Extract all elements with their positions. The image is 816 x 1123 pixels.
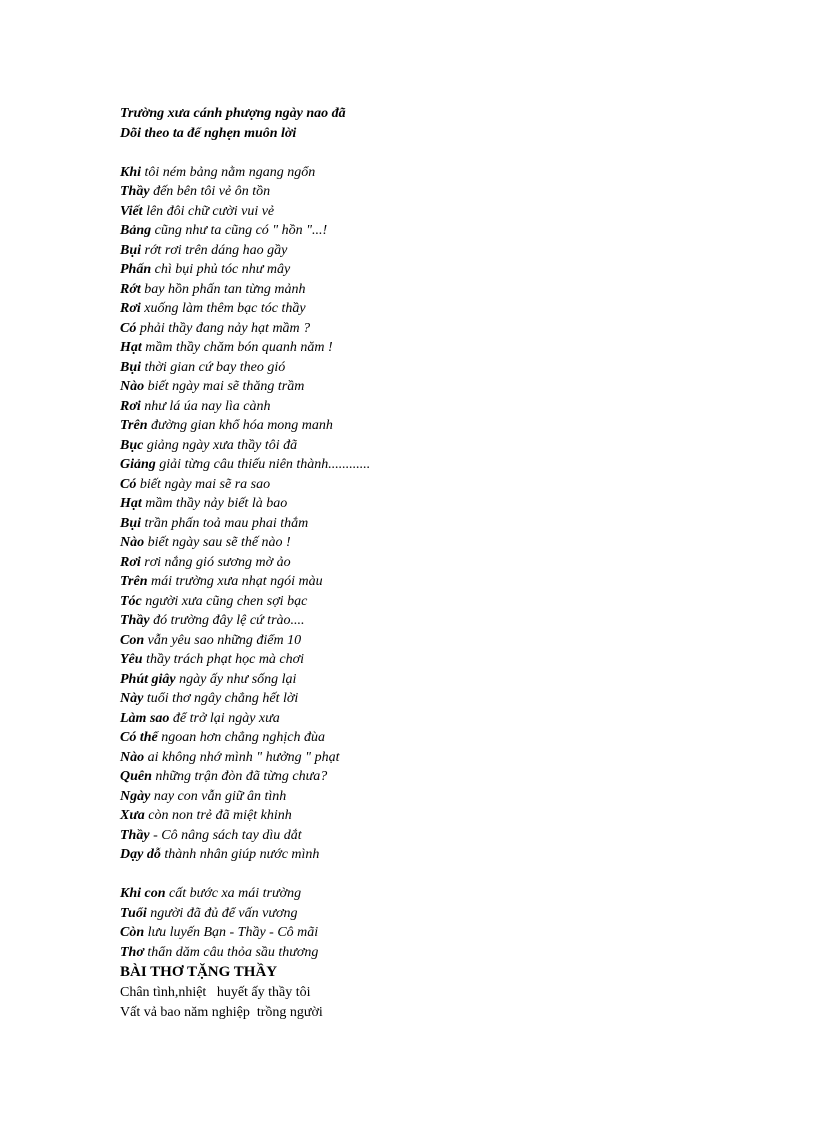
- poem-line-lead-word: Con: [120, 632, 145, 648]
- poem-line-text: vẫn yêu sao những điểm 10: [144, 632, 302, 648]
- stanza-gap: [120, 865, 720, 885]
- poem-line: [120, 631, 720, 651]
- poem-line: [120, 416, 720, 436]
- poem-line: [120, 904, 720, 924]
- poem-line: [120, 319, 720, 339]
- poem-line: [120, 650, 720, 670]
- poem-line: [120, 728, 720, 748]
- poem-line-lead-word: Có: [120, 476, 137, 492]
- poem-line-text: đến bên tôi vẻ ôn tồn: [149, 184, 271, 199]
- poem-line: [120, 592, 720, 612]
- poem-line-lead-word: Có: [120, 320, 137, 336]
- poem-line: [120, 748, 720, 768]
- poem-line-text: cũng như ta cũng có " hồn "...!: [151, 223, 328, 238]
- poem-line: [120, 221, 720, 241]
- poem-line: [120, 533, 720, 553]
- poem-line-text: mái trường xưa nhạt ngói màu: [147, 574, 323, 589]
- poem-line-text: ngoan hơn chẳng nghịch đùa: [157, 730, 326, 745]
- poem-line-text: đường gian khổ hóa mong manh: [147, 418, 333, 433]
- poem-line-text: để trở lại ngày xưa: [169, 710, 280, 726]
- poem-line-lead-word: Phút giây: [120, 671, 176, 687]
- intro-line: Dõi theo ta để nghẹn muôn lời: [120, 125, 297, 141]
- poem-line-lead-word: Bụi: [120, 359, 142, 375]
- poem-line-lead-word: Bụi: [120, 515, 142, 531]
- poem-line-text: còn non trẻ đã miệt khinh: [144, 808, 292, 823]
- poem-line-text: chì bụi phủ tóc như mây: [151, 262, 291, 277]
- poem-line: [120, 845, 720, 865]
- poem-line: [120, 397, 720, 417]
- poem-line: [120, 611, 720, 631]
- poem-line: [120, 806, 720, 826]
- poem-line-lead-word: Thơ: [120, 944, 144, 960]
- poem-line-lead-word: Rơi: [120, 554, 141, 570]
- section-line: Chân tình,nhiệt huyết ấy thầy tôi: [120, 985, 311, 1000]
- poem-line-lead-word: Hạt: [120, 340, 142, 355]
- poem-line: [120, 826, 720, 846]
- poem-line-text: như lá úa nay lìa cành: [140, 398, 271, 414]
- poem-line: [120, 787, 720, 807]
- poem-line-lead-word: Yêu: [120, 652, 143, 667]
- poem-line-text: biết ngày mai sẽ thăng trầm: [144, 379, 305, 394]
- poem-line: [120, 436, 720, 456]
- poem-line: [120, 338, 720, 358]
- poem-line: [120, 202, 720, 222]
- poem-line: [120, 358, 720, 378]
- poem-line-lead-word: Nào: [120, 535, 145, 550]
- poem-line-lead-word: Khi: [120, 164, 142, 180]
- section-line: Vất vả bao năm nghiệp trồng người: [120, 1004, 323, 1020]
- poem-line: [120, 689, 720, 709]
- poem-line-lead-word: Bụi: [120, 242, 142, 258]
- poem-line: [120, 475, 720, 495]
- poem-line-lead-word: Nào: [120, 379, 145, 394]
- poem-line-text: thẩn dăm câu thỏa sầu thương: [143, 944, 319, 960]
- poem-line-text: người xưa cũng chen sợi bạc: [141, 593, 308, 609]
- poem-line-text: giải từng câu thiếu niên thành............: [155, 457, 371, 472]
- poem-line-lead-word: Viết: [120, 203, 143, 219]
- poem-line-text: biết ngày mai sẽ ra sao: [136, 476, 271, 492]
- poem-line-text: phải thầy đang nảy hạt mầm ?: [136, 320, 311, 336]
- poem-line-text: người đã đủ để vấn vương: [146, 905, 298, 921]
- poem-line-lead-word: Hạt: [120, 496, 142, 511]
- poem-line: [120, 494, 720, 514]
- poem-line: [120, 241, 720, 261]
- poem-line-text: rơi nắng gió sương mờ ảo: [140, 554, 291, 570]
- poem-line-lead-word: Thầy: [120, 184, 150, 199]
- poem-line-lead-word: Khi con: [120, 886, 166, 901]
- poem-line-lead-word: Ngày: [120, 788, 151, 804]
- poem-line: [120, 923, 720, 943]
- poem-line: [120, 377, 720, 397]
- poem-line-text: ai không nhớ mình " hưởng " phạt: [144, 749, 340, 765]
- poem-line-text: đó trường đây lệ cứ trào....: [149, 613, 305, 628]
- poem-line-lead-word: Này: [120, 691, 144, 706]
- poem-line-text: bay hồn phấn tan từng mảnh: [140, 281, 306, 297]
- poem-line-text: rớt rơi trên dáng hao gầy: [141, 242, 288, 258]
- poem-line-lead-word: Trên: [120, 574, 148, 589]
- poem-line-lead-word: Quên: [120, 769, 152, 784]
- poem-line-text: trần phấn toả mau phai thắm: [141, 515, 309, 531]
- poem-line-text: lên đôi chữ cười vui vẻ: [142, 203, 275, 219]
- poem-line-lead-word: Thầy: [120, 827, 150, 843]
- poem-line-lead-word: Có thể: [120, 730, 158, 745]
- poem-line: [120, 670, 720, 690]
- poem-line-lead-word: Rớt: [120, 281, 141, 297]
- poem-block: [120, 104, 720, 1022]
- poem-intro: [120, 104, 720, 143]
- poem-line-text: cất bước xa mái trường: [165, 886, 302, 901]
- poem-line: [120, 884, 720, 904]
- poem-line: [120, 455, 720, 475]
- poem-line-text: lưu luyến Bạn - Thầy - Cô mãi: [144, 925, 319, 940]
- poem-line-lead-word: Tóc: [120, 593, 142, 609]
- poem-line-text: mầm thầy chăm bón quanh năm !: [141, 340, 333, 355]
- poem-line-lead-word: Còn: [120, 925, 145, 940]
- poem-line-lead-word: Bảng: [120, 223, 152, 238]
- poem-line-text: xuống làm thêm bạc tóc thầy: [140, 301, 306, 316]
- poem-line: [120, 260, 720, 280]
- poem-line-text: thầy trách phạt học mà chơi: [142, 652, 305, 667]
- poem-line-text: mầm thầy nảy biết là bao: [141, 496, 288, 511]
- poem-line: [120, 709, 720, 729]
- section-title: BÀI THƠ TẶNG THẦY: [120, 964, 278, 980]
- poem-line-text: biết ngày sau sẽ thế nào !: [144, 535, 291, 550]
- poem-line-lead-word: Thầy: [120, 613, 150, 628]
- poem-line: [120, 572, 720, 592]
- poem-line-lead-word: Tuổi: [120, 905, 147, 921]
- poem-line-text: nay con vẫn giữ ân tình: [150, 788, 287, 804]
- stanza-gap: [120, 143, 720, 163]
- poem-line-lead-word: Giảng: [120, 457, 156, 472]
- poem-line-text: thời gian cứ bay theo gió: [141, 359, 286, 375]
- poem-line-lead-word: Nào: [120, 749, 145, 765]
- poem-line: [120, 182, 720, 202]
- intro-line: Trường xưa cánh phượng ngày nao đã: [120, 106, 346, 121]
- poem-line-lead-word: Rơi: [120, 301, 141, 316]
- poem-line-text: những trận đòn đã từng chưa?: [151, 769, 328, 784]
- poem-line-lead-word: Rơi: [120, 398, 141, 414]
- poem-line: [120, 553, 720, 573]
- poem-line-text: ngày ấy như sống lại: [175, 671, 297, 687]
- poem-line: [120, 514, 720, 534]
- poem-line-lead-word: Phấn: [120, 262, 152, 277]
- poem-line-lead-word: Xưa: [120, 808, 145, 823]
- poem-line-text: giảng ngày xưa thầy tôi đã: [143, 437, 298, 453]
- poem-line: [120, 163, 720, 183]
- poem-line: [120, 280, 720, 300]
- poem-stanza-1: [120, 163, 720, 865]
- poem-line-text: thành nhân giúp nước mình: [160, 847, 320, 862]
- poem-line-text: tuổi thơ ngây chẳng hết lời: [143, 691, 299, 706]
- poem-line-text: tôi ném bảng nằm ngang ngổn: [141, 164, 316, 180]
- poem-line-lead-word: Bục: [120, 437, 144, 453]
- poem-line: [120, 299, 720, 319]
- poem-line-lead-word: Dạy dỗ: [120, 847, 161, 862]
- poem-line-lead-word: Trên: [120, 418, 148, 433]
- poem-line-lead-word: Làm sao: [120, 710, 170, 726]
- poem-line: [120, 767, 720, 787]
- poem-line-text: - Cô nâng sách tay dìu dắt: [149, 827, 302, 843]
- poem-line: [120, 943, 720, 963]
- poem-stanza-2: [120, 884, 720, 962]
